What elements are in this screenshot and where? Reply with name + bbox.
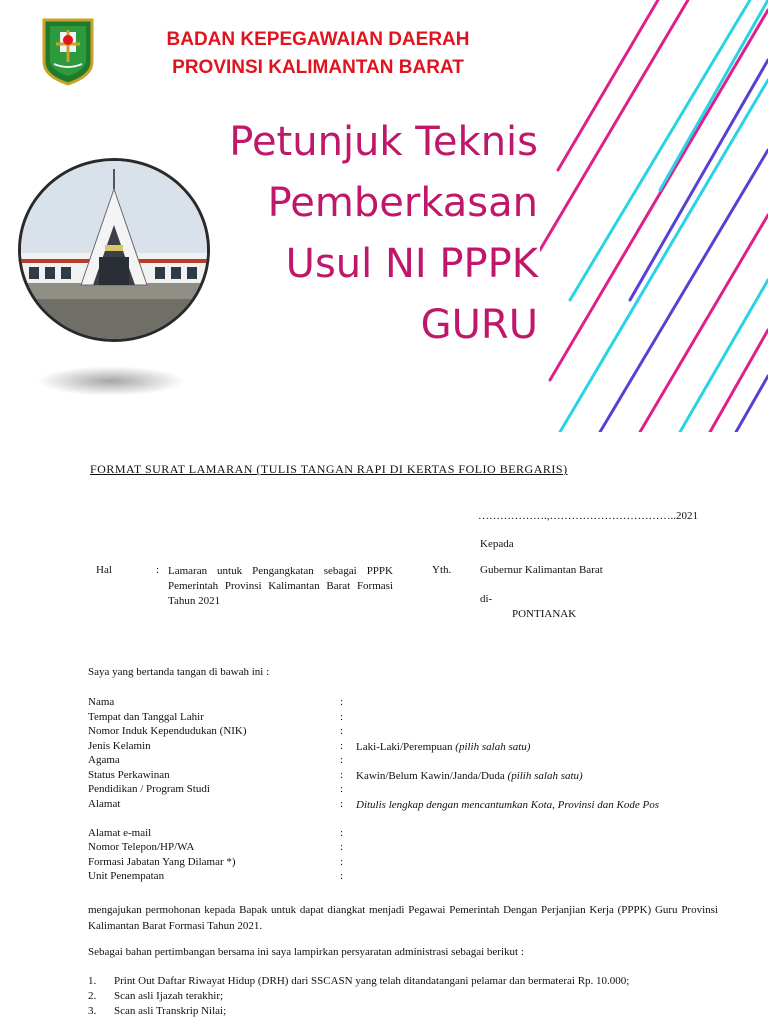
- field-hint: (pilih salah satu): [455, 740, 531, 753]
- office-building-photo: [18, 158, 210, 342]
- field-colon: :: [340, 841, 344, 853]
- list-number: 2.: [88, 990, 97, 1002]
- subject-text: Lamaran untuk Pengangkatan sebagai PPPK Pemerintah Provinsi Kalimantan Barat Formasi Tahun 2021: [168, 565, 393, 607]
- list-item: [88, 1004, 718, 1019]
- org-line-1: BADAN KEPEGAWAIAN DAERAH: [166, 29, 470, 50]
- field-label: Tempat dan Tanggal Lahir: [88, 710, 204, 723]
- photo-shadow: [36, 366, 186, 396]
- provincial-emblem-logo: [40, 18, 96, 86]
- field-label: Jenis Kelamin: [88, 739, 151, 752]
- intro-text: Saya yang bertanda tangan di bawah ini :: [88, 666, 270, 678]
- title-line-1: Petunjuk Teknis: [229, 119, 538, 165]
- list-text: Print Out Daftar Riwayat Hidup (DRH) dari SSCASN yang telah ditandatangani pelamar dan bermaterai Rp. 10.000;: [114, 975, 630, 987]
- field-row: [88, 870, 728, 885]
- field-row: [88, 798, 728, 827]
- field-row: [88, 711, 728, 726]
- field-colon: :: [340, 797, 344, 810]
- recipient-yth: Yth.: [432, 564, 452, 576]
- title-line-4: GURU: [420, 302, 538, 348]
- field-row: [88, 740, 728, 755]
- letter-date: ……………….,……………………………..2021: [478, 510, 698, 522]
- list-number: 1.: [88, 975, 97, 987]
- application-letter-format: [0, 432, 768, 1024]
- field-label: Unit Penempatan: [88, 870, 165, 882]
- list-item: [88, 974, 718, 989]
- title-line-3: Usul NI PPPK: [285, 241, 538, 287]
- field-colon: :: [340, 870, 344, 882]
- field-value-text: Kawin/Belum Kawin/Janda/Duda: [356, 769, 505, 782]
- field-label: Alamat e-mail: [88, 826, 152, 839]
- field-label: Nomor Induk Kependudukan (NIK): [88, 725, 247, 737]
- document-heading: FORMAT SURAT LAMARAN (TULIS TANGAN RAPI DI KERTAS FOLIO BERGARIS): [90, 462, 568, 476]
- list-number: 3.: [88, 1005, 97, 1017]
- field-value: [356, 769, 716, 783]
- field-row: [88, 696, 728, 711]
- field-hint: Ditulis lengkap dengan mencantumkan Kota, Provinsi dan Kode Pos: [356, 798, 659, 811]
- field-row: [88, 783, 728, 798]
- org-line-2: PROVINSI KALIMANTAN BARAT: [172, 57, 464, 78]
- field-value: [356, 740, 716, 754]
- field-colon: :: [340, 725, 344, 737]
- recipient-city: PONTIANAK: [512, 608, 577, 620]
- field-label: Formasi Jabatan Yang Dilamar *): [88, 855, 236, 868]
- field-colon: :: [340, 710, 344, 723]
- field-colon: :: [340, 739, 344, 752]
- field-value: [356, 798, 716, 812]
- field-value-text: Laki-Laki/Perempuan: [356, 740, 453, 753]
- request-paragraph: mengajukan permohonan kepada Bapak untuk dapat diangkat menjadi Pegawai Pemerintah Dengan Perjanjian Kerja (PPPK) Guru Provinsi Kalimantan Barat Formasi Tahun 2021.: [88, 904, 718, 932]
- field-label: Nama: [88, 696, 115, 708]
- field-colon: :: [340, 768, 344, 781]
- field-colon: :: [340, 754, 344, 766]
- field-row: [88, 754, 728, 769]
- subject-label: Hal: [96, 564, 112, 576]
- field-row: [88, 725, 728, 740]
- field-colon: :: [340, 826, 344, 839]
- list-item: [88, 989, 718, 1004]
- field-label: Status Perkawinan: [88, 768, 170, 781]
- field-label: Alamat: [88, 797, 121, 810]
- list-text: Scan asli Ijazah terakhir;: [114, 990, 224, 1002]
- decorative-neon-lines: [540, 0, 768, 432]
- applicant-fields: [88, 696, 728, 885]
- attachments-list: [88, 974, 718, 1019]
- organization-name: [118, 26, 518, 82]
- recipient-name: Gubernur Kalimantan Barat: [480, 564, 603, 576]
- title-line-2: Pemberkasan: [267, 180, 538, 226]
- field-label: Nomor Telepon/HP/WA: [88, 841, 195, 853]
- list-text: Scan asli Transkrip Nilai;: [114, 1005, 227, 1017]
- field-row: [88, 827, 728, 842]
- recipient-kepada: Kepada: [480, 538, 514, 550]
- field-row: [88, 856, 728, 871]
- field-row: [88, 841, 728, 856]
- attachments-intro: Sebagai bahan pertimbangan bersama ini saya lampirkan persyaratan administrasi sebagai berikut :: [88, 946, 524, 958]
- field-colon: :: [340, 783, 344, 795]
- cover-slide: [0, 0, 768, 432]
- field-hint: (pilih salah satu): [507, 769, 583, 782]
- field-row: [88, 769, 728, 784]
- subject-colon: :: [156, 564, 160, 576]
- field-colon: :: [340, 696, 344, 708]
- recipient-di: di-: [480, 593, 493, 605]
- field-colon: :: [340, 855, 344, 868]
- field-label: Pendidikan / Program Studi: [88, 783, 210, 795]
- field-label: Agama: [88, 754, 120, 766]
- slide-title: [229, 112, 538, 356]
